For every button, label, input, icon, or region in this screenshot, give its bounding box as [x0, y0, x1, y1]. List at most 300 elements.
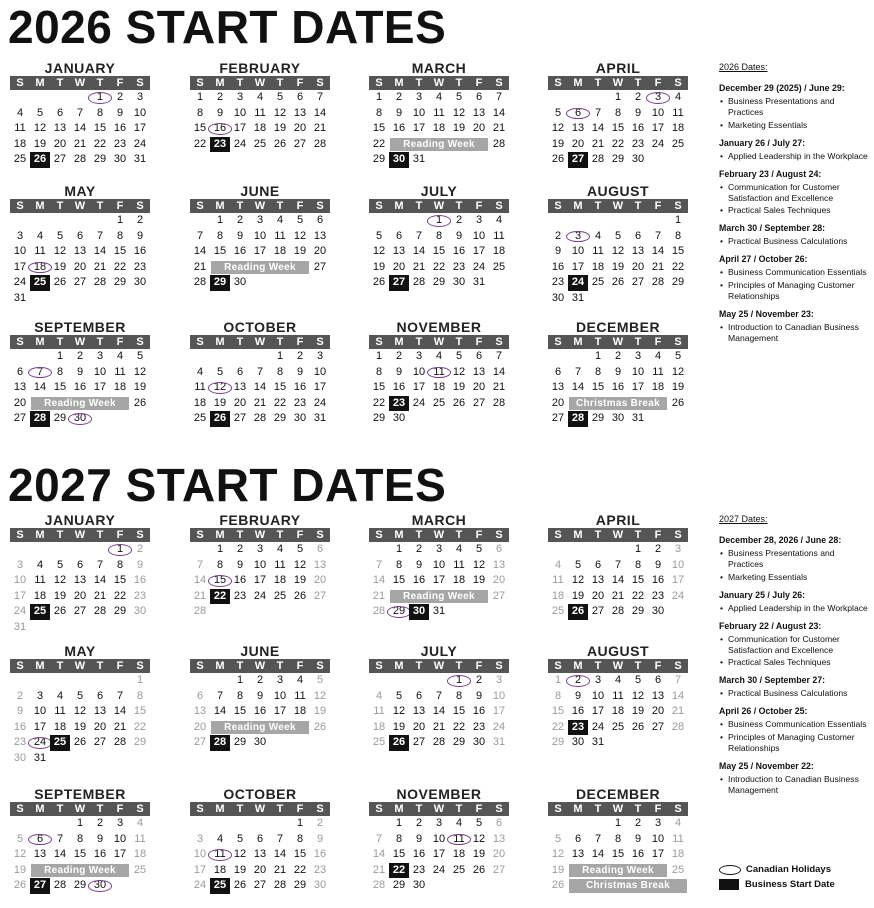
weekday-header — [369, 76, 509, 90]
day-cell: 11 — [194, 381, 206, 394]
day-cell: 16 — [571, 705, 585, 718]
course-item: • Introduction to Canadian Business Management — [719, 774, 871, 796]
empty-day — [50, 620, 70, 636]
weekday-label: F — [654, 660, 662, 672]
month-december — [548, 319, 688, 427]
day-cell: 25 — [210, 878, 230, 894]
day-cell: 27 — [13, 412, 27, 425]
day-cell: 12 — [611, 245, 625, 258]
day-cell: 13 — [571, 848, 585, 861]
weekday-label: T — [236, 336, 244, 348]
day-cell: 7 — [316, 91, 324, 103]
day-cell: 15 — [452, 705, 466, 718]
dates-title: 2026 Dates: — [719, 62, 768, 72]
day-cell: 1 — [429, 213, 449, 229]
weekday-label: T — [634, 336, 642, 348]
day-cell: 4 — [56, 689, 64, 702]
day-cell: 9 — [614, 365, 622, 378]
day-cell: 18 — [372, 720, 386, 733]
empty-day — [30, 620, 50, 636]
course-group-dates: February 23 / August 24: — [719, 168, 822, 179]
day-cell: 9 — [136, 229, 144, 242]
day-cell: 26 — [568, 604, 588, 620]
day-cell: 2 — [415, 817, 423, 829]
day-cell: 28 — [53, 879, 67, 892]
day-cell: 5 — [56, 229, 64, 242]
day-cell: 30 — [133, 605, 147, 618]
day-cell: 26 — [389, 735, 409, 751]
day-cell: 8 — [76, 832, 84, 845]
day-cell: 16 — [651, 574, 665, 587]
empty-day — [548, 816, 568, 832]
day-cell: 18 — [611, 705, 625, 718]
day-cell: 5 — [455, 350, 463, 362]
day-cell: 15 — [133, 705, 147, 718]
empty-day — [290, 735, 310, 751]
day-cell: 13 — [392, 245, 406, 258]
day-cell: 4 — [614, 674, 622, 686]
course-group-dates: May 25 / November 22: — [719, 760, 814, 771]
month-february — [190, 512, 330, 620]
empty-day — [409, 213, 429, 229]
day-cell: 3 — [16, 229, 24, 242]
month-name: APRIL — [595, 512, 641, 528]
weekday-header — [548, 76, 688, 90]
day-cell: 2 — [455, 214, 463, 226]
oval-icon — [719, 865, 741, 875]
day-cell: 16 — [412, 848, 426, 861]
course-item: • Practical Business Calculations — [719, 236, 871, 247]
day-cell: 5 — [574, 558, 582, 571]
day-cell: 7 — [654, 229, 662, 242]
day-cell: 31 — [412, 153, 426, 166]
weekday-label: W — [612, 529, 624, 541]
month-january — [10, 512, 150, 636]
course-group — [719, 706, 871, 754]
day-cell: 12 — [133, 365, 147, 378]
weekday-label: S — [136, 529, 144, 541]
day-cell: 25 — [611, 720, 625, 733]
month-name: NOVEMBER — [396, 786, 482, 802]
day-cell: 2 — [256, 674, 264, 686]
day-cell: 6 — [568, 106, 588, 122]
day-cell: 23 — [113, 137, 127, 150]
day-cell: 25 — [50, 735, 70, 751]
day-cell: 27 — [472, 396, 486, 409]
day-cell: 17 — [472, 245, 486, 258]
weekday-label: W — [74, 660, 86, 672]
weekday-label: W — [433, 803, 445, 815]
day-cell: 8 — [614, 106, 622, 119]
day-cell: 26 — [472, 863, 486, 876]
day-cell: 11 — [453, 558, 465, 571]
empty-day — [489, 878, 509, 894]
day-cell: 12 — [210, 380, 230, 396]
day-cell: 1 — [375, 350, 383, 362]
weekday-label: S — [554, 77, 562, 89]
empty-day — [548, 213, 568, 229]
day-cell: 29 — [293, 879, 307, 892]
day-cell: 6 — [654, 674, 662, 686]
day-cell: 27 — [492, 863, 506, 876]
day-cell: 4 — [296, 674, 304, 686]
empty-day — [70, 90, 90, 106]
day-cell: 27 — [551, 412, 565, 425]
day-cell: 16 — [472, 705, 486, 718]
day-cell: 3 — [316, 350, 324, 362]
empty-day — [50, 90, 70, 106]
day-cell: 14 — [651, 245, 665, 258]
day-cell: 25 — [13, 153, 27, 166]
day-cell: 27 — [568, 152, 588, 168]
weekday-header — [190, 199, 330, 213]
course-item: • Business Communication Essentials — [719, 267, 871, 278]
day-cell: 9 — [96, 832, 104, 845]
day-cell: 24 — [193, 879, 207, 892]
empty-day — [90, 620, 110, 636]
day-cell: 2 — [634, 817, 642, 829]
day-cell: 19 — [392, 720, 406, 733]
day-cell: 19 — [273, 122, 287, 135]
day-cell: 28 — [492, 396, 506, 409]
empty-day — [628, 213, 648, 229]
month-name: OCTOBER — [223, 786, 297, 802]
weekday-label: S — [196, 200, 204, 212]
weekday-label: W — [433, 529, 445, 541]
empty-day — [369, 213, 389, 229]
day-cell: 18 — [53, 720, 67, 733]
day-cell: 6 — [236, 365, 244, 378]
day-cell: 7 — [375, 832, 383, 845]
weekday-label: F — [116, 529, 124, 541]
month-name: FEBRUARY — [219, 512, 301, 528]
weekday-label: T — [455, 529, 463, 541]
day-cell: 17 — [492, 705, 506, 718]
day-cell: 20 — [472, 122, 486, 135]
weekday-label: W — [612, 77, 624, 89]
course-item: • Introduction to Canadian Business Management — [719, 322, 871, 344]
weekday-label: M — [35, 803, 45, 815]
day-cell: 26 — [233, 879, 247, 892]
day-cell: 27 — [253, 879, 267, 892]
day-cell: 16 — [392, 122, 406, 135]
empty-day — [668, 411, 688, 427]
day-cell: 26 — [53, 276, 67, 289]
weekday-label: S — [495, 336, 503, 348]
day-cell: 10 — [671, 558, 685, 571]
weekday-label: S — [495, 200, 503, 212]
weekday-label: T — [455, 660, 463, 672]
weekday-label: T — [96, 660, 104, 672]
day-cell: 22 — [671, 260, 685, 273]
day-cell: 11 — [114, 365, 126, 378]
day-cell: 11 — [274, 558, 286, 571]
day-cell: 7 — [216, 689, 224, 702]
day-cell: 9 — [554, 245, 562, 258]
empty-day — [30, 349, 50, 365]
weekday-label: T — [236, 77, 244, 89]
day-cell: 28 — [671, 720, 685, 733]
day-cell: 30 — [651, 605, 665, 618]
day-cell: 18 — [30, 260, 50, 276]
day-cell: 17 — [432, 574, 446, 587]
weekday-label: S — [375, 803, 383, 815]
weekday-header — [190, 335, 330, 349]
day-cell: 3 — [256, 543, 264, 555]
day-cell: 24 — [591, 720, 605, 733]
weekday-label: S — [375, 529, 383, 541]
day-cell: 7 — [256, 365, 264, 378]
empty-day — [429, 673, 449, 689]
day-cell: 28 — [412, 276, 426, 289]
day-cell: 27 — [389, 275, 409, 291]
day-cell: 7 — [594, 106, 602, 119]
empty-day — [489, 152, 509, 168]
day-cell: 29 — [113, 276, 127, 289]
weekday-label: T — [236, 803, 244, 815]
day-cell: 16 — [133, 574, 147, 587]
day-cell: 13 — [313, 229, 327, 242]
course-group-dates: December 28, 2026 / June 28: — [719, 535, 842, 545]
day-cell: 17 — [313, 381, 327, 394]
day-cell: 6 — [76, 229, 84, 242]
weekday-label: W — [433, 77, 445, 89]
weekday-header — [369, 335, 509, 349]
day-cell: 12 — [293, 558, 307, 571]
empty-day — [588, 816, 608, 832]
empty-day — [568, 816, 588, 832]
day-cell: 24 — [253, 589, 267, 602]
day-cell: 25 — [30, 275, 50, 291]
weekday-label: T — [56, 803, 64, 815]
day-cell: 8 — [116, 229, 124, 242]
day-cell: 19 — [13, 863, 27, 876]
black-square-icon — [719, 879, 739, 890]
weekday-label: W — [74, 200, 86, 212]
day-cell: 22 — [293, 863, 307, 876]
day-cell: 10 — [571, 245, 585, 258]
day-cell: 24 — [432, 863, 446, 876]
empty-day — [648, 152, 668, 168]
day-cell: 25 — [452, 863, 466, 876]
weekday-label: T — [415, 336, 423, 348]
day-cell: 1 — [614, 91, 622, 103]
day-cell: 18 — [492, 245, 506, 258]
day-cell: 25 — [372, 736, 386, 749]
day-cell: 18 — [651, 381, 665, 394]
day-cell: 20 — [412, 720, 426, 733]
empty-day — [130, 291, 150, 307]
day-cell: 6 — [256, 832, 264, 845]
month-december — [548, 786, 688, 894]
day-cell: 10 — [651, 106, 665, 119]
day-cell: 26 — [293, 589, 307, 602]
weekday-header — [190, 76, 330, 90]
day-cell: 26 — [611, 276, 625, 289]
day-cell: 24 — [13, 276, 27, 289]
course-list — [719, 182, 871, 217]
day-cell: 17 — [412, 381, 426, 394]
empty-day — [409, 411, 429, 427]
weekday-label: S — [316, 77, 324, 89]
day-cell: 3 — [435, 543, 443, 555]
empty-day — [429, 878, 449, 894]
day-cell: 29 — [671, 276, 685, 289]
day-cell: 12 — [452, 365, 466, 378]
day-cell: 30 — [13, 751, 27, 764]
weekday-label: S — [316, 200, 324, 212]
weekday-label: F — [116, 336, 124, 348]
day-cell: 19 — [452, 381, 466, 394]
day-cell: 21 — [372, 589, 386, 602]
day-cell: 23 — [551, 276, 565, 289]
day-grid — [369, 213, 509, 291]
course-list — [719, 236, 871, 247]
day-cell: 6 — [76, 558, 84, 571]
empty-day — [90, 291, 110, 307]
day-cell: 1 — [674, 214, 682, 226]
weekday-label: S — [554, 803, 562, 815]
day-cell: 19 — [472, 848, 486, 861]
weekday-label: M — [35, 336, 45, 348]
weekday-label: W — [612, 803, 624, 815]
day-cell: 27 — [492, 589, 506, 602]
empty-day — [10, 673, 30, 689]
dates-list-2026 — [719, 62, 871, 351]
day-cell: 21 — [432, 720, 446, 733]
day-cell: 30 — [571, 736, 585, 749]
break-bar: Reading Week — [31, 397, 129, 411]
weekday-label: S — [196, 660, 204, 672]
day-cell: 5 — [455, 91, 463, 103]
weekday-label: T — [56, 529, 64, 541]
day-cell: 10 — [591, 689, 605, 702]
weekday-label: F — [475, 336, 483, 348]
weekday-label: S — [495, 529, 503, 541]
day-cell: 10 — [492, 689, 506, 702]
day-cell: 1 — [276, 350, 284, 362]
day-cell: 13 — [73, 574, 87, 587]
day-cell: 2 — [296, 350, 304, 362]
day-cell: 19 — [33, 137, 47, 150]
day-cell: 4 — [674, 817, 682, 829]
course-list — [719, 634, 871, 669]
day-cell: 15 — [93, 122, 107, 135]
day-cell: 7 — [196, 558, 204, 571]
day-cell: 16 — [551, 260, 565, 273]
empty-day — [210, 673, 230, 689]
course-group — [719, 83, 871, 131]
day-cell: 11 — [254, 106, 266, 119]
day-cell: 4 — [495, 214, 503, 226]
day-cell: 5 — [216, 365, 224, 378]
day-cell: 18 — [671, 848, 685, 861]
day-cell: 28 — [253, 412, 267, 425]
day-cell: 12 — [233, 848, 247, 861]
weekday-label: M — [573, 529, 583, 541]
weekday-label: F — [116, 200, 124, 212]
day-cell: 24 — [30, 735, 50, 751]
empty-day — [568, 90, 588, 106]
day-grid — [10, 90, 150, 168]
break-bar: Reading Week — [31, 864, 129, 878]
day-cell: 24 — [671, 589, 685, 602]
day-cell: 4 — [455, 543, 463, 555]
day-cell: 23 — [452, 260, 466, 273]
course-group — [719, 761, 871, 796]
day-cell: 3 — [634, 350, 642, 362]
day-cell: 25 — [253, 137, 267, 150]
day-cell: 5 — [475, 543, 483, 555]
day-cell: 19 — [472, 574, 486, 587]
day-cell: 1 — [296, 817, 304, 829]
day-cell: 18 — [193, 396, 207, 409]
weekday-label: S — [554, 529, 562, 541]
day-cell: 30 — [133, 276, 147, 289]
empty-day — [210, 349, 230, 365]
day-cell: 9 — [415, 832, 423, 845]
day-cell: 24 — [313, 396, 327, 409]
day-cell: 26 — [313, 720, 327, 733]
day-cell: 6 — [495, 543, 503, 555]
day-cell: 7 — [56, 832, 64, 845]
day-cell: 19 — [372, 260, 386, 273]
day-cell: 19 — [452, 122, 466, 135]
weekday-label: F — [116, 660, 124, 672]
weekday-label: T — [634, 660, 642, 672]
empty-day — [190, 349, 210, 365]
day-cell: 4 — [256, 91, 264, 103]
weekday-label: M — [573, 200, 583, 212]
weekday-label: F — [116, 77, 124, 89]
legend — [719, 862, 835, 892]
day-cell: 28 — [568, 411, 588, 427]
day-cell: 2 — [415, 543, 423, 555]
day-cell: 16 — [631, 848, 645, 861]
day-cell: 20 — [492, 574, 506, 587]
day-cell: 19 — [73, 720, 87, 733]
empty-day — [469, 152, 489, 168]
weekday-label: T — [56, 77, 64, 89]
day-cell: 10 — [93, 365, 107, 378]
day-cell: 17 — [671, 574, 685, 587]
day-cell: 21 — [492, 122, 506, 135]
legend-holidays-label: Canadian Holidays — [746, 864, 831, 875]
day-cell: 29 — [432, 276, 446, 289]
empty-day — [110, 291, 130, 307]
empty-day — [668, 152, 688, 168]
day-cell: 27 — [651, 720, 665, 733]
day-cell: 10 — [193, 848, 207, 861]
weekday-label: S — [554, 336, 562, 348]
empty-day — [409, 673, 429, 689]
day-cell: 4 — [196, 365, 204, 378]
month-name: MARCH — [411, 512, 467, 528]
day-cell: 15 — [591, 381, 605, 394]
course-item: • Communication for Customer Satisfaction and Excellence — [719, 634, 871, 656]
day-cell: 8 — [196, 106, 204, 119]
month-april — [548, 512, 688, 620]
empty-day — [369, 816, 389, 832]
month-july — [369, 183, 509, 291]
day-cell: 13 — [412, 705, 426, 718]
day-cell: 31 — [432, 605, 446, 618]
day-cell: 27 — [73, 276, 87, 289]
month-october — [190, 319, 330, 427]
weekday-label: T — [415, 529, 423, 541]
day-cell: 12 — [631, 689, 645, 702]
day-cell: 3 — [594, 674, 602, 686]
